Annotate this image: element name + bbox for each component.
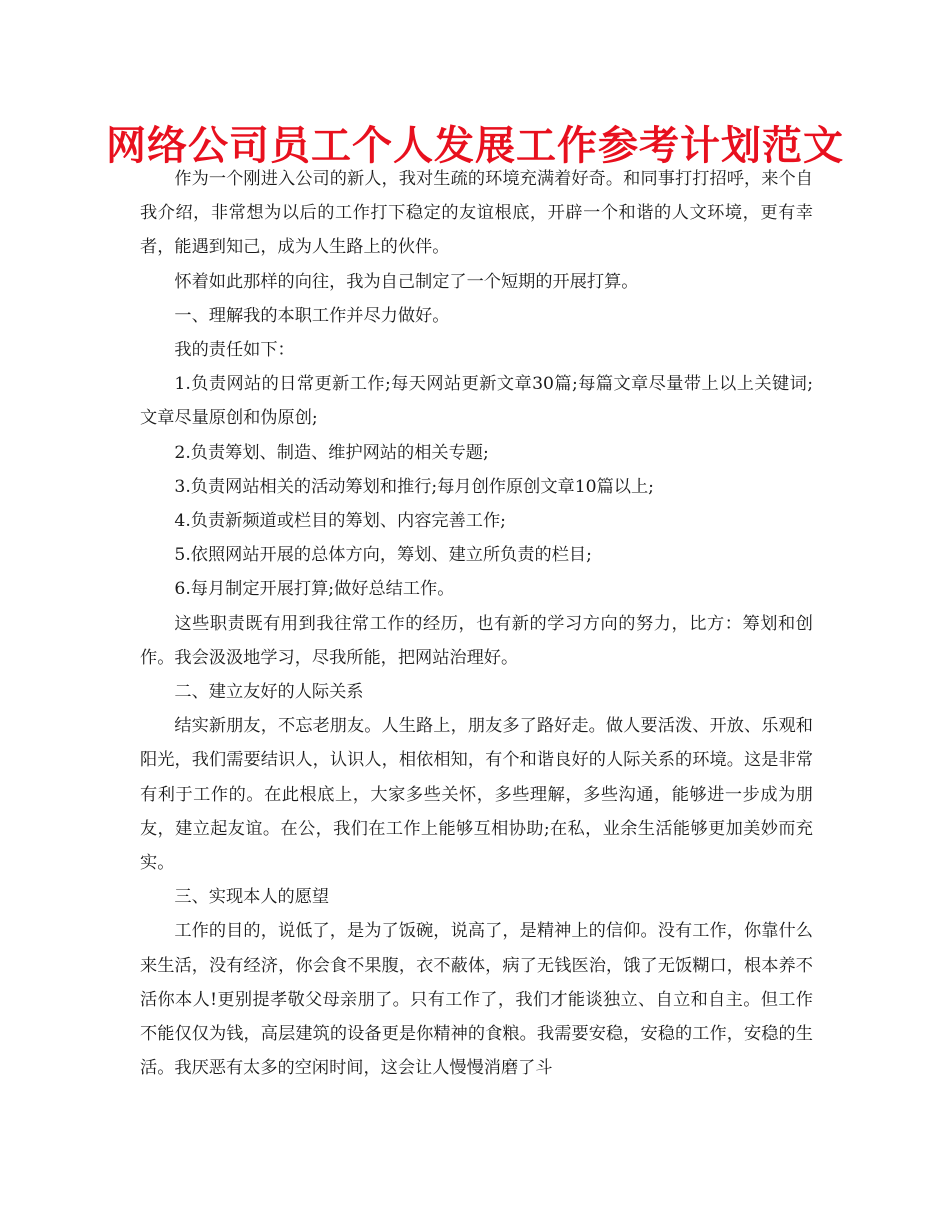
paragraph: 工作的目的，说低了，是为了饭碗，说高了，是精神上的信仰。没有工作，你靠什么来生活，没有经济，你会食不果腹，衣不蔽体，病了无钱医治，饿了无饭糊口，根本养不活你本人!更别提孝敬父母亲朋了。只有工作了，我们才能谈独立、自立和自主。但工作不能仅仅为钱，高层建筑的设备更是你精神的食粮。我需要安稳，安稳的工作，安稳的生活。我厌恶有太多的空闲时间，这会让人慢慢消磨了斗 — [140, 921, 813, 1079]
section-heading: 三、实现本人的愿望 — [174, 887, 330, 908]
list-item: 3.负责网站相关的活动筹划和推行;每月创作原创文章10篇以上; — [174, 476, 654, 497]
paragraph: 这些职责既有用到我往常工作的经历，也有新的学习方向的努力，比方：筹划和创作。我会汲汲地学习，尽我所能，把网站治理好。 — [140, 613, 813, 668]
document-title: 网络公司员工个人发展工作参考计划范文 — [106, 123, 844, 169]
paragraph: 作为一个刚进入公司的新人，我对生疏的环境充满着好奇。和同事打打招呼，来个自我介绍，非常想为以后的工作打下稳定的友谊根底，开辟一个和谐的人文环境，更有幸者，能遇到知己，成为人生路上的伙伴。 — [140, 169, 813, 258]
paragraph: 结实新朋友，不忘老朋友。人生路上，朋友多了路好走。做人要活泼、开放、乐观和阳光，我们需要结识人，认识人，相依相知，有个和谐良好的人际关系的环境。这是非常有利于工作的。在此根底上，大家多些关怀，多些理解，多些沟通，能够进一步成为朋友，建立起友谊。在公，我们在工作上能够互相协助;在私，业余生活能够更加美妙而充实。 — [140, 716, 813, 874]
list-item: 1.负责网站的日常更新工作;每天网站更新文章30篇;每篇文章尽量带上以上关键词;文章尽量原创和伪原创; — [140, 374, 813, 429]
section-heading: 二、建立友好的人际关系 — [174, 682, 364, 703]
paragraph: 怀着如此那样的向往，我为自己制定了一个短期的开展打算。 — [174, 271, 639, 292]
list-item: 2.负责筹划、制造、维护网站的相关专题; — [174, 442, 489, 463]
paragraph: 我的责任如下： — [174, 340, 295, 361]
document-body — [140, 162, 813, 1085]
list-item: 5.依照网站开展的总体方向，筹划、建立所负责的栏目; — [174, 545, 592, 566]
list-item: 4.负责新频道或栏目的筹划、内容完善工作; — [174, 511, 506, 532]
list-item: 6.每月制定开展打算;做好总结工作。 — [174, 579, 455, 600]
section-heading: 一、理解我的本职工作并尽力做好。 — [174, 305, 450, 326]
